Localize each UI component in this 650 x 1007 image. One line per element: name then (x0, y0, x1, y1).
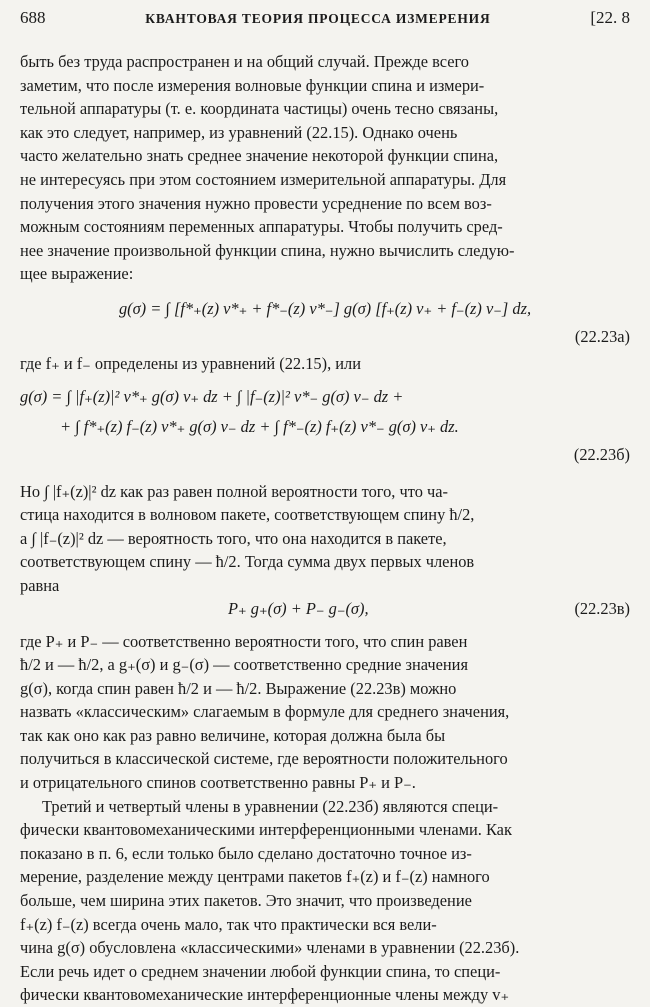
text-line: равна (20, 575, 60, 595)
text-line: назвать «классическим» слагаемым в формуле для среднего значения, (20, 702, 510, 722)
paragraph-5 (20, 795, 630, 1007)
text-line: часто желательно знать среднее значение некоторой функции спина, (20, 146, 499, 166)
running-title: КВАНТОВАЯ ТЕОРИЯ ПРОЦЕССА ИЗМЕРЕНИЯ (145, 11, 491, 26)
running-header (20, 8, 630, 36)
text-line: получения этого значения нужно провести усреднение по всем воз- (20, 193, 492, 213)
text-line: больше, чем ширина этих пакетов. Это значит, что произведение (20, 891, 472, 911)
text-line: Но ∫ |f₊(z)|² dz как раз равен полной вероятности того, что ча- (20, 481, 448, 501)
section-number: [22. 8 (590, 8, 630, 27)
text-line: Третий и четвертый члены в уравнении (22.23б) являются специ- (42, 796, 499, 816)
text-line: Если речь идет о среднем значении любой функции спина, то специ- (20, 961, 501, 981)
text-line: получиться в классической системе, где вероятности положительного (20, 749, 508, 769)
paragraph-4 (20, 630, 630, 795)
equation-22-23a: g(σ) = ∫ [f*₊(z) v*₊ + f*₋(z) v*₋] g(σ) [f₊(z) v₊ + f₋(z) v₋] dz, (118, 298, 532, 318)
text-line: тельной аппаратуры (т. е. координата частицы) очень тесно связаны, (20, 99, 499, 119)
equation-number-a: (22.23а) (574, 326, 630, 346)
text-line: можным состояниям переменных аппаратуры. Чтобы получить сред- (20, 217, 503, 237)
paragraph-1 (20, 50, 630, 286)
equation-22-23c: P₊ g₊(σ) + P₋ g₋(σ), (228, 598, 369, 618)
text-line: так как оно как раз равно величине, которая должна была бы (20, 725, 446, 745)
text-line: а ∫ |f₋(z)|² dz — вероятность того, что она находится в пакете, (20, 528, 447, 548)
paragraph-3 (20, 480, 630, 598)
equation-number-c: (22.23в) (574, 598, 630, 618)
text-line: показано в п. 6, если только было сделано достаточно точное из- (20, 843, 472, 863)
page-number: 688 (20, 8, 46, 27)
text-line: щее выражение: (20, 264, 134, 284)
text-line: нее значение произвольной функции спина, нужно вычислить следую- (20, 240, 515, 260)
text-line: ħ/2 и — ħ/2, а g₊(σ) и g₋(σ) — соответственно средние значения (20, 655, 468, 675)
text-line: мерение, разделение между центрами пакетов f₊(z) и f₋(z) намного (20, 867, 490, 887)
equation-22-23c-row (20, 594, 630, 624)
text-line: не интересуясь при этом состоянием измерительной аппаратуры. Для (20, 169, 507, 189)
equation-number-b: (22.23б) (573, 444, 630, 464)
page (20, 8, 630, 1007)
text-line: соответствующем спину — ħ/2. Тогда сумма двух первых членов (20, 552, 475, 572)
text-line: быть без труда распространен и на общий случай. Прежде всего (20, 52, 470, 71)
equation-22-23b-line-2: + ∫ f*₊(z) f₋(z) v*₊ g(σ) v₋ dz + ∫ f*₋(z) f₊(z) v*₋ g(σ) v₊ dz. (60, 416, 459, 436)
paragraph-2: где f₊ и f₋ определены из уравнений (22.15), или (20, 353, 361, 373)
text-line: g(σ), когда спин равен ħ/2 и — ħ/2. Выражение (22.23в) можно (20, 678, 457, 698)
text-line: фически квантовомеханические интерференционные члены между v₊ (20, 985, 510, 1005)
equation-22-23b-line-1: g(σ) = ∫ |f₊(z)|² v*₊ g(σ) v₊ dz + ∫ |f₋(z)|² v*₋ g(σ) v₋ dz + (20, 386, 404, 406)
text-line: фически квантовомеханическими интерференционными членами. Как (20, 820, 512, 840)
text-line: где P₊ и P₋ — соответственно вероятности того, что спин равен (20, 631, 468, 651)
text-line: чина g(σ) обусловлена «классическими» членами в уравнении (22.23б). (20, 938, 520, 958)
text-line: стица находится в волновом пакете, соответствующем спину ħ/2, (20, 505, 475, 525)
text-line: заметим, что после измерения волновые функции спина и измери- (20, 75, 485, 95)
text-line: f₊(z) f₋(z) всегда очень мало, так что практически вся вели- (20, 914, 437, 934)
text-line: как это следует, например, из уравнений (22.15). Однако очень (20, 122, 458, 142)
text-line: и отрицательного спинов соответственно равны P₊ и P₋. (20, 773, 416, 793)
